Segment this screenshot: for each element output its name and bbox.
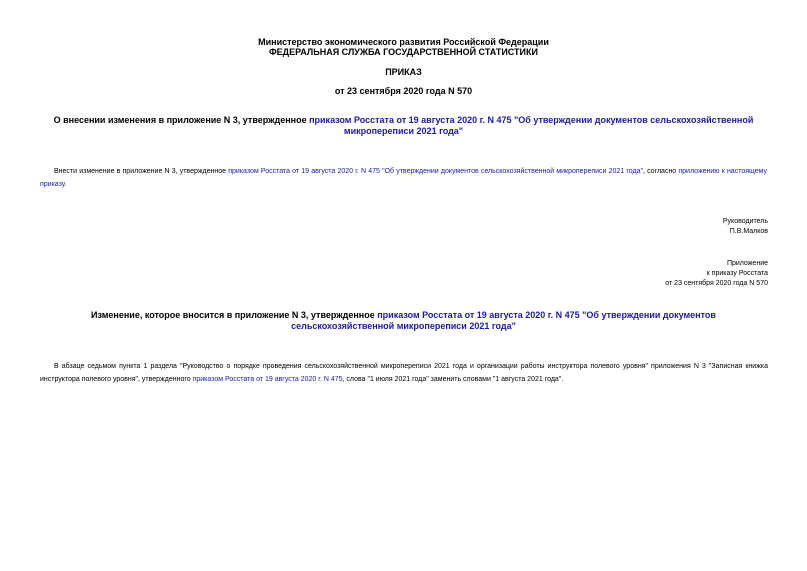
appendix-order-475-link[interactable]: приказом Росстата от 19 августа 2020 г. N 475 "Об утверждении документов сельскохозяйственной микропереписи 2021 года" (291, 310, 716, 331)
appendix-title (40, 310, 767, 332)
document-title (40, 115, 767, 137)
appendix-link[interactable]: приложению к настоящему приказу (40, 168, 767, 188)
paragraph-middle: , согласно (642, 168, 679, 175)
appendix-paragraph-end: , слова "1 июля 2021 года" заменить словами "1 августа 2021 года". (342, 376, 564, 383)
signature-role: Руководитель (722, 218, 768, 225)
service-name: ФЕДЕРАЛЬНАЯ СЛУЖБА ГОСУДАРСТВЕННОЙ СТАТИСТИКИ (269, 47, 538, 57)
appendix-paragraph (40, 360, 768, 386)
appendix-ref-line2: к приказу Росстата (706, 270, 768, 277)
document-title-prefix: О внесении изменения в приложение N 3, утвержденное (53, 115, 310, 125)
ministry-name: Министерство экономического развития Российской Федерации (258, 37, 549, 47)
paragraph-prefix: Внести изменение в приложение N 3, утвержденное (54, 168, 229, 175)
order-475-body-link[interactable]: приказом Росстата от 19 августа 2020 г. N 475 "Об утверждении документов сельскохозяйственной микропереписи 2021 года" (228, 168, 643, 175)
appendix-paragraph-prefix: В абзаце седьмом пункта 1 раздела "Руководство о порядке проведения сельскохозяйственной микропереписи 2021 года и организации работы инструктора полевого уровня" приложения N 3 "Записная книжка инструктора полевого уровня", утвержденного (40, 363, 768, 383)
appendix-body-order-link[interactable]: приказом Росстата от 19 августа 2020 г. N 475 (192, 376, 343, 383)
appendix-ref-line1: Приложение (726, 260, 768, 267)
appendix-reference (665, 259, 768, 289)
order-475-link[interactable]: приказом Росстата от 19 августа 2020 г. N 475 "Об утверждении документов сельскохозяйственной микропереписи 2021 года" (309, 115, 754, 136)
signature-block (723, 217, 768, 237)
document-type: ПРИКАЗ (385, 67, 422, 77)
appendix-title-prefix: Изменение, которое вносится в приложение N 3, утвержденное (91, 310, 378, 320)
order-paragraph (40, 165, 767, 191)
paragraph-end: . (64, 181, 67, 188)
signature-name: П.В.Малков (729, 228, 768, 235)
appendix-ref-line3: от 23 сентября 2020 года N 570 (665, 280, 768, 287)
document-date-number: от 23 сентября 2020 года N 570 (334, 86, 473, 96)
